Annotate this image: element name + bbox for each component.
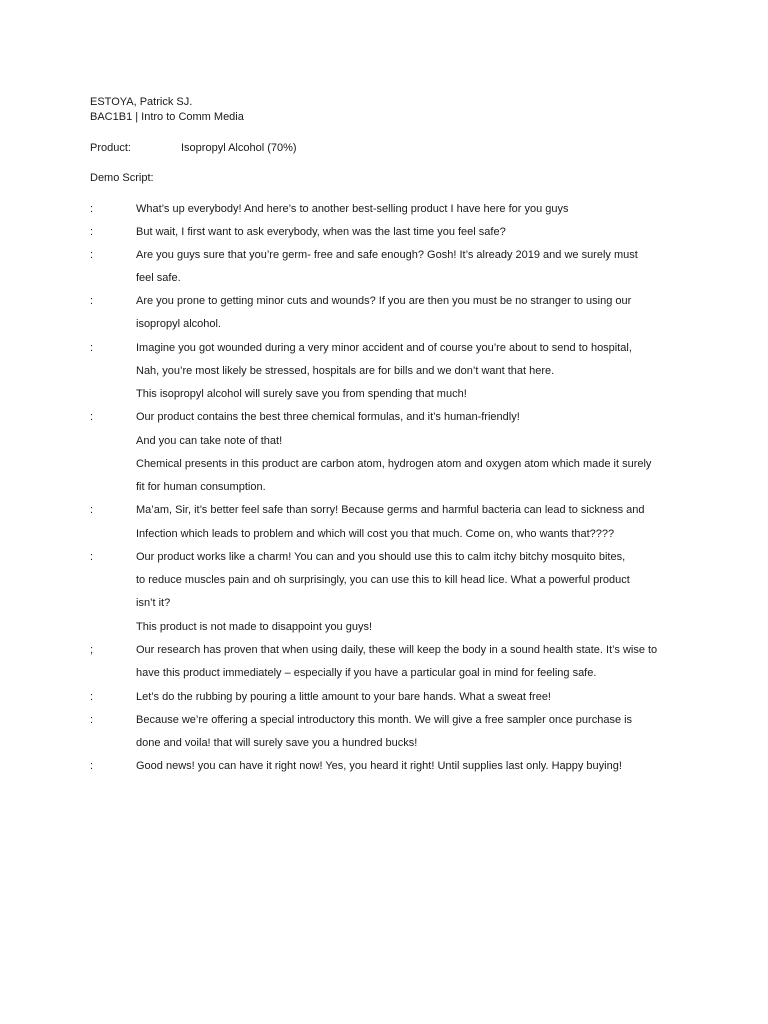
script-marker: : <box>90 714 94 726</box>
script-line: Ma’am, Sir, it’s better feel safe than sorry! Because germs and harmful bacteria can lead to sickness and <box>136 504 645 516</box>
author-name: ESTOYA, Patrick SJ. <box>90 96 193 108</box>
script-line: fit for human consumption. <box>136 481 266 493</box>
script-marker: : <box>90 504 94 516</box>
script-marker: : <box>90 295 94 307</box>
script-line: feel safe. <box>136 272 181 284</box>
script-line: Are you prone to getting minor cuts and wounds? If you are then you must be no stranger to using our <box>136 295 632 307</box>
script-marker: : <box>90 691 94 703</box>
script-marker: : <box>90 760 94 772</box>
script-line: Good news! you can have it right now! Yes, you heard it right! Until supplies last only. Happy buying! <box>136 760 622 772</box>
script-line: done and voila! that will surely save you a hundred bucks! <box>136 737 418 749</box>
script-marker: : <box>90 342 94 354</box>
script-line: Our product contains the best three chemical formulas, and it’s human-friendly! <box>136 411 520 423</box>
script-line: Chemical presents in this product are carbon atom, hydrogen atom and oxygen atom which made it surely <box>136 458 652 470</box>
script-line: to reduce muscles pain and oh surprisingly, you can use this to kill head lice. What a powerful product <box>136 574 630 586</box>
course-line: BAC1B1 | Intro to Comm Media <box>90 111 244 123</box>
demo-script-label: Demo Script: <box>90 172 154 184</box>
script-line: Nah, you’re most likely be stressed, hospitals are for bills and we don’t want that here. <box>136 365 555 377</box>
script-line: What’s up everybody! And here’s to another best-selling product I have here for you guys <box>136 203 569 215</box>
script-line: But wait, I first want to ask everybody, when was the last time you feel safe? <box>136 226 506 238</box>
script-line: Let’s do the rubbing by pouring a little amount to your bare hands. What a sweat free! <box>136 691 551 703</box>
script-marker: : <box>90 226 94 238</box>
product-label: Product: <box>90 142 131 154</box>
script-line: And you can take note of that! <box>136 435 283 447</box>
script-marker: : <box>90 551 94 563</box>
script-marker: : <box>90 249 94 261</box>
product-value: Isopropyl Alcohol (70%) <box>181 142 297 154</box>
script-marker: : <box>90 411 94 423</box>
script-line: isn’t it? <box>136 597 171 609</box>
script-line: Are you guys sure that you’re germ- free and safe enough? Gosh! It’s already 2019 and we surely must <box>136 249 638 261</box>
script-line: This product is not made to disappoint you guys! <box>136 621 373 633</box>
script-line: Imagine you got wounded during a very minor accident and of course you’re about to send to hospital, <box>136 342 632 354</box>
script-line: Our product works like a charm! You can and you should use this to calm itchy bitchy mosquito bites, <box>136 551 626 563</box>
script-line: Infection which leads to problem and which will cost you that much. Come on, who wants that???? <box>136 528 615 540</box>
script-line: isopropyl alcohol. <box>136 318 221 330</box>
script-line: have this product immediately – especially if you have a particular goal in mind for feeling safe. <box>136 667 597 679</box>
script-line: This isopropyl alcohol will surely save you from spending that much! <box>136 388 467 400</box>
script-marker: : <box>90 203 94 215</box>
script-line: Because we’re offering a special introductory this month. We will give a free sampler once purchase is <box>136 714 633 726</box>
script-line: Our research has proven that when using daily, these will keep the body in a sound health state. It’s wise to <box>136 644 658 656</box>
script-marker: ; <box>90 644 94 656</box>
